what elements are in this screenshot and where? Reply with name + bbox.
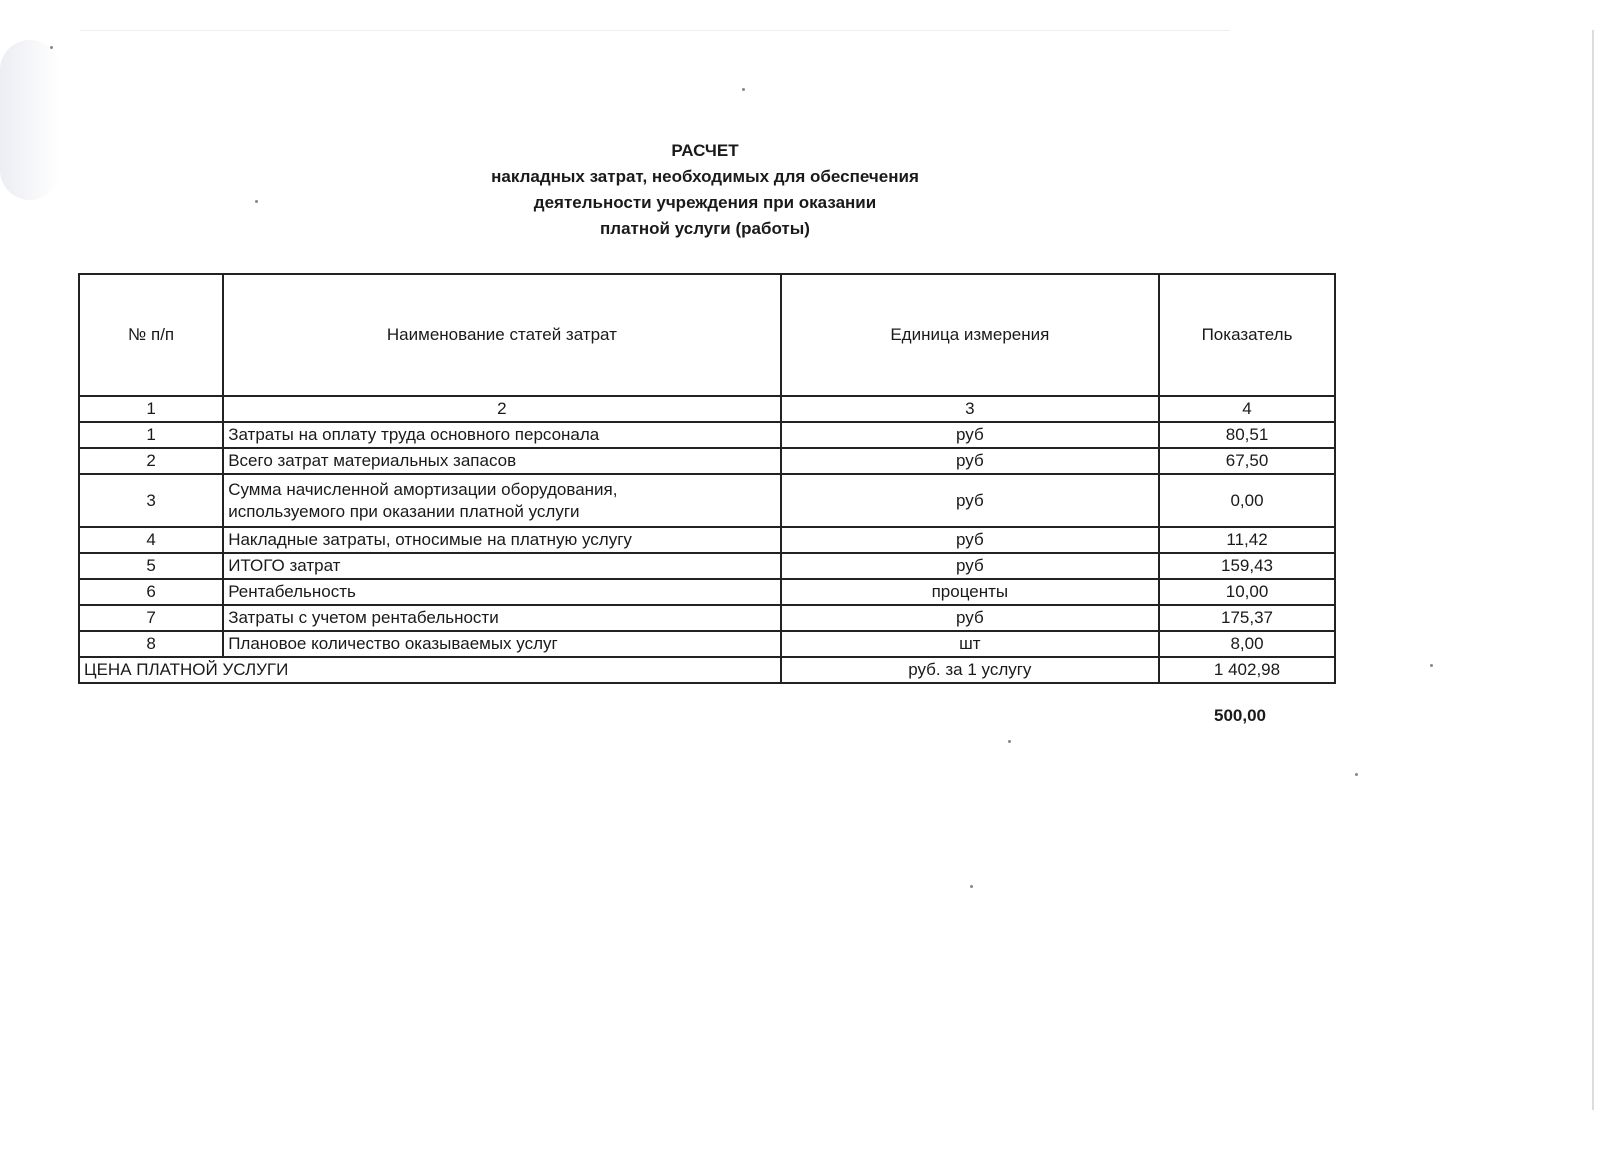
row-value: 175,37 [1159, 605, 1335, 631]
header-value: Показатель [1159, 274, 1335, 396]
row-num: 4 [79, 527, 223, 553]
scan-speck [1430, 664, 1433, 667]
scan-speck [50, 46, 53, 49]
total-value: 1 402,98 [1159, 657, 1335, 683]
row-name: Рентабельность [223, 579, 780, 605]
row-unit: проценты [781, 579, 1159, 605]
row-unit: руб [781, 605, 1159, 631]
row-num: 8 [79, 631, 223, 657]
row-name-line: Сумма начисленной амортизации оборудования, [228, 479, 618, 499]
row-value: 159,43 [1159, 553, 1335, 579]
row-value: 0,00 [1159, 474, 1335, 527]
row-unit: руб [781, 422, 1159, 448]
scan-edge-top [80, 30, 1230, 31]
row-unit: шт [781, 631, 1159, 657]
table-row [79, 474, 1335, 527]
row-num: 7 [79, 605, 223, 631]
row-num: 3 [79, 474, 223, 527]
row-num: 6 [79, 579, 223, 605]
final-price: 500,00 [1214, 706, 1266, 725]
scan-shadow [0, 40, 60, 200]
row-value: 8,00 [1159, 631, 1335, 657]
row-name: Накладные затраты, относимые на платную услугу [223, 527, 780, 553]
header-name: Наименование статей затрат [223, 274, 780, 396]
document-title [380, 138, 1030, 242]
table-row [79, 527, 1335, 553]
row-value: 80,51 [1159, 422, 1335, 448]
column-number: 1 [79, 396, 223, 422]
column-number-row [79, 396, 1335, 422]
row-unit: руб [781, 448, 1159, 474]
table-row [79, 605, 1335, 631]
column-number: 3 [781, 396, 1159, 422]
title-line: деятельности учреждения при оказании [533, 193, 877, 212]
row-name: Всего затрат материальных запасов [223, 448, 780, 474]
total-row [79, 657, 1335, 683]
row-num: 1 [79, 422, 223, 448]
scan-speck [970, 885, 973, 888]
row-name: Затраты с учетом рентабельности [223, 605, 780, 631]
row-value: 10,00 [1159, 579, 1335, 605]
title-heading: РАСЧЕТ [671, 141, 739, 160]
scan-speck [742, 88, 745, 91]
header-num: № п/п [79, 274, 223, 396]
row-name [223, 474, 780, 527]
table-row [79, 631, 1335, 657]
column-number: 2 [223, 396, 780, 422]
row-unit: руб [781, 553, 1159, 579]
scan-speck [1008, 740, 1011, 743]
table-header-row [79, 274, 1335, 396]
row-name: ИТОГО затрат [223, 553, 780, 579]
cost-calculation-table [78, 273, 1336, 684]
row-value: 67,50 [1159, 448, 1335, 474]
scan-speck [1355, 773, 1358, 776]
total-label: ЦЕНА ПЛАТНОЙ УСЛУГИ [79, 657, 781, 683]
row-unit: руб [781, 527, 1159, 553]
row-num: 5 [79, 553, 223, 579]
table-row [79, 553, 1335, 579]
row-name: Плановое количество оказываемых услуг [223, 631, 780, 657]
row-num: 2 [79, 448, 223, 474]
table-row [79, 579, 1335, 605]
row-name: Затраты на оплату труда основного персонала [223, 422, 780, 448]
row-name-line: используемого при оказании платной услуги [228, 501, 580, 521]
title-line: накладных затрат, необходимых для обеспечения [491, 167, 919, 186]
row-value: 11,42 [1159, 527, 1335, 553]
row-unit: руб [781, 474, 1159, 527]
header-unit: Единица измерения [781, 274, 1159, 396]
total-unit: руб. за 1 услугу [781, 657, 1159, 683]
title-line: платной услуги (работы) [600, 219, 810, 238]
scan-edge-right [1592, 30, 1594, 1110]
table-row [79, 448, 1335, 474]
column-number: 4 [1159, 396, 1335, 422]
table-row [79, 422, 1335, 448]
scan-speck [255, 200, 258, 203]
